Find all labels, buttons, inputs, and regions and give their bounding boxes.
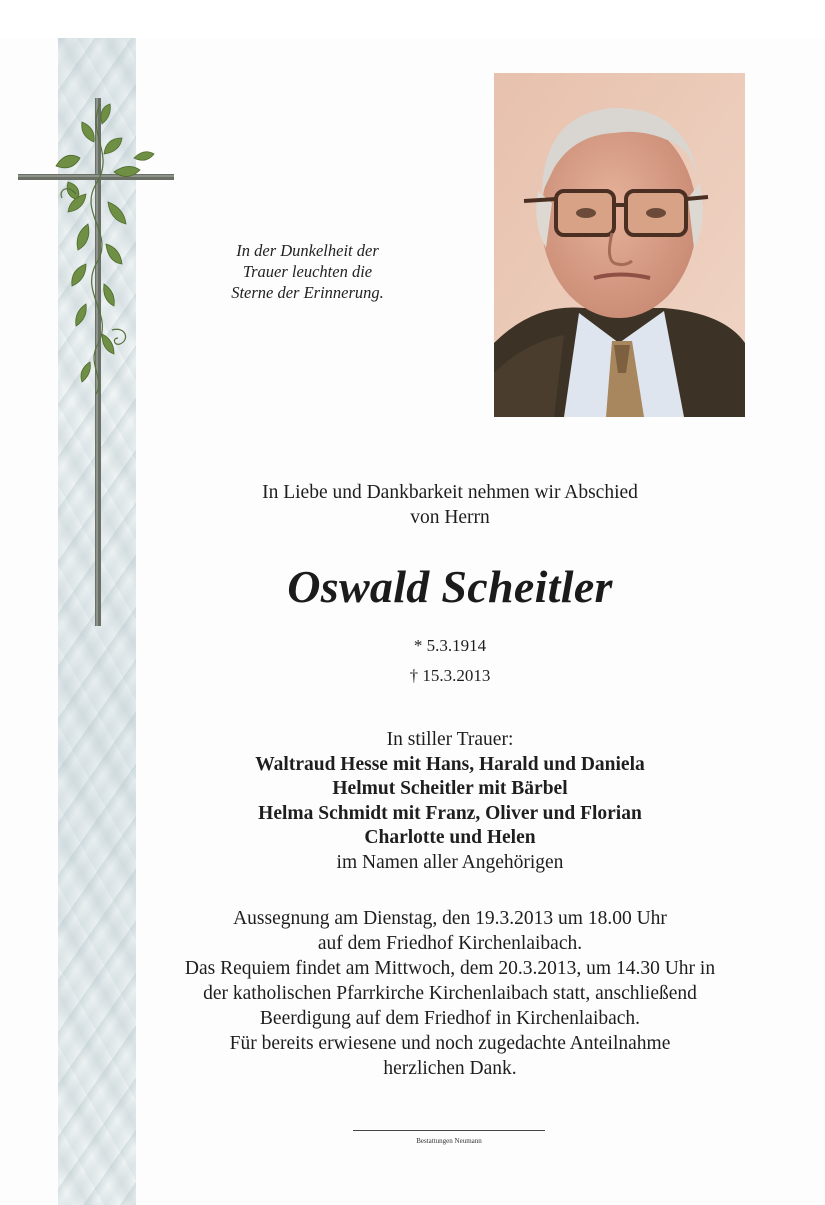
mourners-block: [120, 728, 780, 875]
mourners-heading: In stiller Trauer:: [386, 729, 514, 750]
life-dates: [120, 631, 780, 691]
cross-with-ivy-icon: [16, 94, 176, 629]
footer-divider: [353, 1130, 545, 1131]
service-line: der katholischen Pfarrkirche Kirchenlaibach statt, anschließend: [203, 983, 697, 1004]
deceased-name: Oswald Scheitler: [287, 561, 613, 612]
mourners-closing: im Namen aller Angehörigen: [336, 851, 564, 873]
undertaker-name: Bestattungen Neumann: [416, 1137, 482, 1145]
service-details: [120, 906, 780, 1081]
mourner-name: Charlotte und Helen: [364, 827, 536, 848]
service-line: Für bereits erwiesene und noch zugedachte Anteilnahme: [229, 1033, 671, 1054]
memorial-quote: [180, 240, 435, 303]
quote-line-1: In der Dunkelheit der: [236, 241, 379, 260]
intro-line-1: In Liebe und Dankbarkeit nehmen wir Abschied: [262, 482, 638, 503]
service-line: auf dem Friedhof Kirchenlaibach.: [317, 933, 583, 954]
farewell-intro: [120, 480, 780, 530]
death-date: † 15.3.2013: [409, 666, 491, 685]
mourner-name: Helmut Scheitler mit Bärbel: [332, 778, 568, 799]
quote-line-2: Trauer leuchten die: [242, 262, 373, 281]
mourner-name: Waltraud Hesse mit Hans, Harald und Daniela: [255, 753, 645, 775]
service-line: Das Requiem findet am Mittwoch, dem 20.3.2013, um 14.30 Uhr in: [184, 958, 716, 979]
mourner-name: Helma Schmidt mit Franz, Oliver und Florian: [258, 802, 642, 824]
quote-line-3: Sterne der Erinnerung.: [231, 283, 384, 302]
service-line: Aussegnung am Dienstag, den 19.3.2013 um 18.00 Uhr: [233, 908, 667, 929]
service-line: herzlichen Dank.: [383, 1058, 517, 1079]
service-line: Beerdigung auf dem Friedhof in Kirchenlaibach.: [259, 1008, 641, 1029]
portrait-image: [494, 73, 745, 417]
obituary-page: [0, 38, 825, 1205]
intro-line-2: von Herrn: [410, 507, 490, 528]
birth-date: * 5.3.1914: [413, 636, 487, 655]
portrait-photo: [494, 73, 745, 417]
